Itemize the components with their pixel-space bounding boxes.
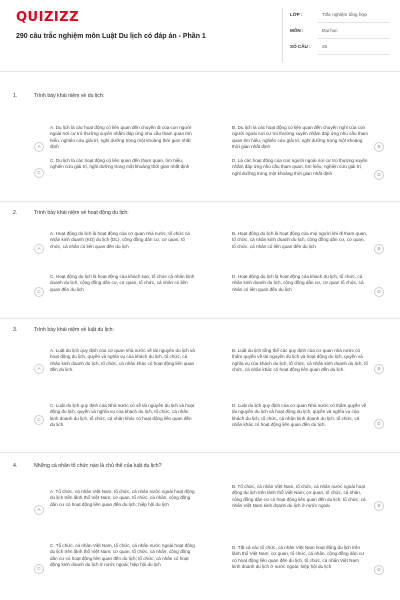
meta-class-value: Trắc nghiệm tổng hợp [322,12,367,17]
option-a-text: A. Tổ chức, cá nhân Việt Nam, tổ chức, cá nhân nước ngoài hoạt động du lịch trên lãnh thổ Việt Nam; cơ quan, tổ chức, cá nhân, cộng đồng dân cư có hoạt động liên quan đến du lịch; hiệp hội du lịch [50,489,195,507]
option-d-text: D. Là các hoạt động của con người ngoài nơi cư trú thường xuyên nhằm đáp ứng nhu cầu tham quan, tìm hiểu, nghiên cứu giải trí, nghỉ dưỡng trong một khoảng thời gian nhất định [232,158,368,176]
meta-class-label: LỚP : [290,12,303,17]
option-b[interactable] [232,231,384,267]
option-c[interactable] [34,158,202,188]
option-d[interactable] [232,158,384,192]
meta-subject-label: MÔN : [290,28,304,33]
option-b-text: B. Hoạt động du lịch là hoạt động của mọi người khi đi tham quan, tổ chức, cá nhân kinh doanh du lịch, cộng đồng dân cư, cơ quan, tổ chức, cá nhân có liên quan đến du lịch [232,231,368,249]
option-b-bubble[interactable]: B [374,142,384,152]
header-rule [0,71,400,72]
option-a-bubble[interactable]: A [34,244,44,254]
meta-underline [318,22,390,23]
option-d-text: D. Tất cả các tổ chức, cá nhân Việt Nam hoạt động du lịch trên lãnh thổ Việt Nam; cơ quan, tổ chức, cá nhân, cộng đồng dân cư có hoạt động liên quan đến du lịch, tổ chức, cá nhân Việt Nam kinh doanh du lịch ở nước ngoài; hiệp hội du lịch [232,545,365,569]
meta-count-label: SỐ CÂU : [290,44,311,49]
option-a-bubble[interactable]: A [34,364,44,374]
question-text: Trình bày khái niệm về luật du lịch: [34,327,114,333]
question-divider [0,452,400,453]
question-number: 2. [13,210,18,216]
option-b-bubble[interactable]: B [374,244,384,254]
quizizz-logo: QUIZIZZ [16,10,80,25]
option-c-text: C. Tổ chức, cá nhân Việt Nam, tổ chức, cá nhân nước ngoài hoạt động du lịch trên lãnh thổ Việt Nam; cơ quan, tổ chức, cá nhân, cộng đồng dân cư có hoạt động liên quan đến du lịch; tổ chức, cá nhân có hoạt động kinh doanh du lịch ở nước ngoài; hiệp hội du lịch [50,543,195,567]
option-a-bubble[interactable]: A [34,505,44,515]
meta-subject-value: Đại học [322,28,338,33]
option-a[interactable] [34,489,202,531]
option-a-text: A. Luật du lịch quy định của cơ quan nhà nước về tài nguyên du lịch và hoạt động du lịch, quyền và nghĩa vụ của khách du lịch, tổ chức, cá nhân kinh doanh du lịch, tổ chức, cá nhân khác có hoạt động liên quan đến du lịch. [50,348,195,372]
option-c[interactable] [34,274,202,310]
option-a[interactable] [34,348,202,390]
meta-subject [290,26,390,39]
meta-class [290,10,390,23]
question-divider [0,201,400,202]
option-b-text: B. Tổ chức, cá nhân Việt Nam, tổ chức, cá nhân nước ngoài hoạt động du lịch trên lãnh thổ Việt Nam; cơ quan, tổ chức, cá nhân, cộng đồng dân cư có hoạt động liên quan đến du lịch; tổ chức, cá nhân Việt Nam kinh doanh du lịch ở nước ngoài [232,484,366,508]
option-d-text: D. Hoạt động du lịch là hoạt động của khách du lịch, tổ chức, cá nhân kinh doanh du lịch, cộng đồng dân cư, cơ quan tổ chức, cá nhân có liên quan đến du lịch [232,274,364,292]
meta-count-value: 25 [322,44,328,49]
option-c-text: C. Hoạt động du lịch là hoạt động của khách sạn, tổ chức cá nhân kinh doanh du lịch, cộng đồng dân cư, cơ quan, tổ chức, cá nhân có liên quan đến du lịch [50,274,195,292]
option-c-text: C. Luật du lịch quy định của Nhà nước có về tài nguyên du lịch và hoạt động du lịch, quyền và nghĩa vụ của khách du lịch, tổ chức, cá nhân kinh doanh du lịch, tổ chức, cá nhân khác có hoạt động liên quan đến du lịch. [50,403,195,427]
worksheet-header [0,0,400,74]
header-divider [282,8,283,62]
option-c-text: C. Du lịch là các hoạt động có liên quan đến tham quan, tìm hiểu, nghiên cứu giải trí, nghỉ dưỡng trong một khoảng thời gian nhất định [50,158,190,170]
option-d[interactable] [232,274,384,310]
option-b-bubble[interactable]: B [374,501,384,511]
option-c[interactable] [34,543,202,595]
question-text: Trình bày khái niệm về du lịch: [34,93,105,99]
option-c-bubble[interactable]: C [34,168,44,178]
option-d-bubble[interactable]: D [374,565,384,575]
meta-underline [318,54,390,55]
option-c-bubble[interactable]: C [34,415,44,425]
question-number: 1. [13,93,18,99]
option-c-bubble[interactable]: C [34,564,44,574]
option-b-bubble[interactable]: B [374,364,384,374]
question-text: Những cá nhân tổ chức nào là chủ thể của luật du lịch? [34,463,162,469]
option-a-text: A. Du lịch là các hoạt động có liên quan đến chuyến đi của con người ngoài nơi cư trú thường xuyên nhằm đáp ứng nhu cầu tham quan tìm hiểu, nghiên cứu giải trí, nghỉ dưỡng trong một khoảng thời gian nhất định [50,125,192,149]
option-d-bubble[interactable]: D [374,287,384,297]
option-d-bubble[interactable]: D [374,419,384,429]
option-b-text: B. Du lịch là các hoạt động có liên quan đến chuyến nghỉ của con người ngoài nơi cư trú thường xuyên nhằm đáp ứng nhu cầu tham quan tìm hiểu, nghiên cứu giải trí, nghỉ dưỡng trong một khoảng thời gian nhất định [232,125,369,149]
option-a-text: A. Hoạt động du lịch là hoạt động của cơ quan nhà nước, tổ chức cá nhân kinh doanh (KD) du lịch (DL), cộng đồng dân cư, cơ quan, tổ chức, cá nhân có liên quan đến du lịch [50,231,190,249]
option-d-text: D. Luật du lịch quy định của cơ quan Nhà nước có thẩm quyền về tài nguyên du lịch và hoạt động du lịch, quyền và nghĩa vụ của khách du lịch, tổ chức, cá nhân kinh doanh du lịch, tổ chức, cá nhân khác có hoạt động liên quan đến du lịch. [232,403,367,427]
page-title: 290 câu trắc nghiệm môn Luật Du lịch có đáp án - Phần 1 [16,33,206,40]
meta-underline [318,38,390,39]
question-number: 4. [13,463,18,469]
option-c-bubble[interactable]: C [34,287,44,297]
option-b-text: B. Luật du lịch tổng thể các quy định của cơ quan nhà nước có thẩm quyền về tài nguyên du lịch và hoạt động du lịch, quyền và nghĩa vụ của khách du lịch, tổ chức, cá nhân kinh doanh du lịch, tổ chức, cá nhân khác có hoạt động liên quan đến du lịch. [232,348,368,372]
option-d[interactable] [232,403,384,445]
option-d[interactable] [232,545,384,595]
meta-count [290,42,390,55]
question-divider [0,318,400,319]
option-c[interactable] [34,403,202,437]
option-a-bubble[interactable]: A [34,142,44,152]
question-text: Trình bày khái niệm về hoạt động du lịch: [34,210,129,216]
option-b[interactable] [232,484,384,528]
question-number: 3. [13,327,18,333]
option-b[interactable] [232,348,384,390]
option-a[interactable] [34,231,202,267]
option-d-bubble[interactable]: D [374,170,384,180]
